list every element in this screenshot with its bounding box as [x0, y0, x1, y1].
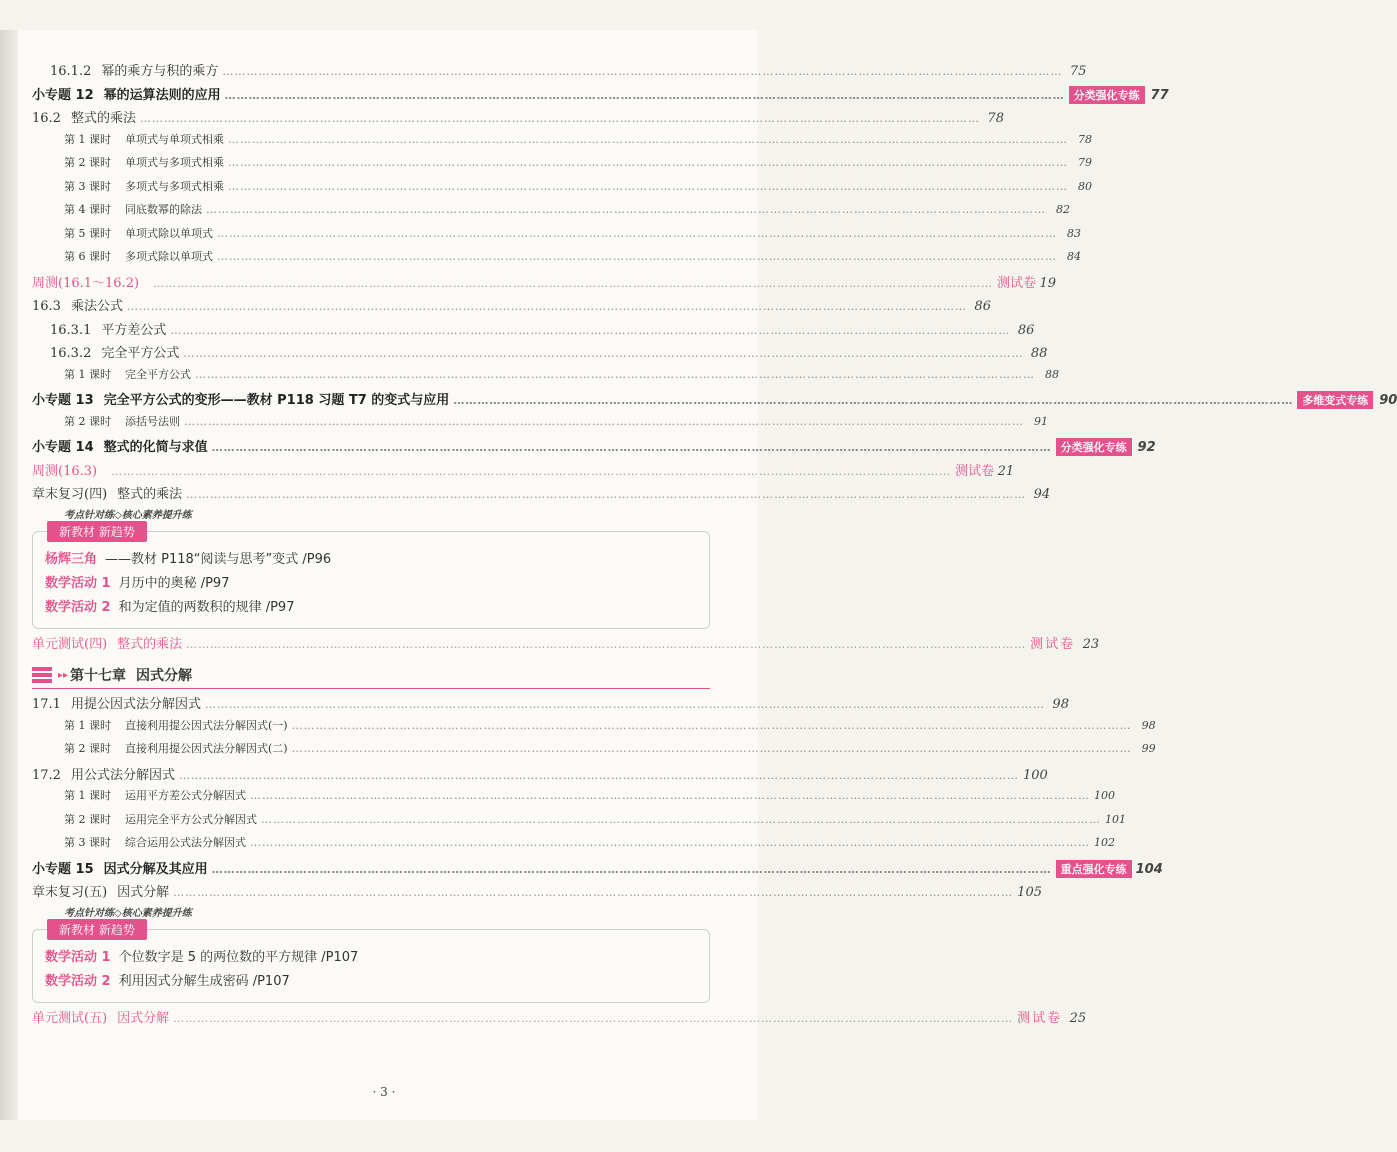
toc-row[interactable]: [32, 460, 1015, 484]
toc-row[interactable]: [32, 201, 1070, 225]
toc-entry-number: 第 3 课时: [64, 836, 111, 849]
leader-dots: [186, 638, 1026, 651]
toc-entry-title: 整式的乘法: [117, 487, 183, 502]
toc-entry-title: 单项式与单项式相乘: [125, 132, 224, 146]
toc-entry-number: 小专题 15: [32, 861, 94, 877]
toc-entry-number: 16.2: [32, 111, 61, 126]
toc-entry-title: 幂的乘方与积的乘方: [101, 64, 219, 79]
toc-entry-title: 单项式除以单项式: [125, 226, 213, 240]
leader-dots: [179, 769, 1019, 782]
unit-test-label: 单元测试(四): [32, 636, 108, 652]
test-paper-label: 测试卷: [1030, 636, 1076, 652]
toc-entry-title: 完全平方公式的变形——教材 P118 习题 T7 的变式与应用: [103, 393, 450, 408]
practice-tag: 分类强化专练: [1056, 438, 1132, 456]
practice-tag: 重点强化专练: [1056, 860, 1132, 878]
leader-dots: [217, 227, 1057, 240]
toc-entry-number: 第 1 课时: [64, 367, 111, 381]
leader-dots: [212, 863, 1052, 876]
test-paper-label: 测试卷: [997, 275, 1037, 291]
toc-entry-number: 小专题 14: [32, 440, 94, 455]
toc-entry-title: 综合运用公式法分解因式: [125, 836, 246, 849]
activity-label: 杨辉三角: [45, 551, 98, 567]
leader-dots: [292, 742, 1132, 755]
unit-test-title: 整式的乘法: [117, 636, 183, 652]
toc-entry-number: 17.1: [32, 697, 61, 712]
toc-entry-title: 单项式与多项式相乘: [125, 156, 224, 169]
chapter-title: 因式分解: [136, 668, 193, 684]
activity-text: 和为定值的两数积的规律 /P97: [118, 599, 295, 615]
page-number: 75: [1069, 64, 1087, 79]
page-number: 86: [974, 299, 991, 314]
toc-row[interactable]: [32, 272, 1057, 296]
new-trend-box: [32, 524, 710, 629]
page-footer-number: · 3 ·: [372, 1085, 396, 1099]
page-number: 100: [1094, 789, 1115, 802]
toc-section-17: [32, 693, 1163, 905]
toc-row[interactable]: [32, 764, 1048, 788]
toc-entry-title: 多项式与多项式相乘: [125, 179, 224, 193]
toc-row[interactable]: [32, 107, 1004, 131]
toc-row[interactable]: [32, 436, 1156, 460]
page-number: 25: [1069, 1010, 1087, 1026]
unit-test-label: 单元测试(五): [32, 1010, 108, 1026]
page-number: 105: [1017, 885, 1042, 900]
toc-row[interactable]: [32, 84, 1169, 108]
activity-item[interactable]: [45, 946, 697, 970]
toc-row[interactable]: [32, 881, 1042, 905]
activity-label: 数学活动 1: [45, 575, 111, 591]
toc-row[interactable]: [32, 60, 1087, 84]
leader-dots: [186, 488, 1026, 501]
toc-entry-number: 第 2 课时: [64, 742, 111, 755]
leader-dots: [140, 112, 980, 125]
activity-item[interactable]: [45, 970, 697, 994]
activity-item[interactable]: [45, 572, 697, 596]
leader-dots: [205, 698, 1045, 711]
toc-row[interactable]: [32, 811, 1126, 835]
toc-entry-title: 完全平方公式: [101, 346, 180, 361]
page-number: 91: [1034, 414, 1048, 428]
page-number: 23: [1082, 636, 1100, 652]
page-number: 80: [1078, 179, 1092, 193]
toc-entry-title: 整式的化简与求值: [103, 440, 208, 455]
toc-entry-number: 16.3.1: [50, 322, 92, 338]
page-number: 78: [987, 111, 1004, 126]
table-of-contents: [32, 60, 1397, 1030]
toc-row[interactable]: [32, 225, 1081, 249]
leader-dots: [225, 89, 1065, 102]
new-trend-items: [45, 946, 697, 994]
leader-dots: [173, 886, 1013, 899]
new-trend-badge: 新教材 新趋势: [47, 521, 147, 542]
page-number: 90: [1379, 393, 1397, 408]
toc-entry-number: 小专题 13: [32, 393, 94, 408]
toc-entry-number: 第 4 课时: [64, 203, 111, 216]
toc-row[interactable]: [32, 389, 1397, 413]
leader-dots: [195, 368, 1035, 381]
leader-dots: [228, 156, 1068, 169]
activity-text: 个位数字是 5 的两位数的平方规律 /P107: [118, 949, 359, 965]
toc-entry-number: 章末复习(四): [32, 487, 108, 502]
double-arrow-icon: ▸▸: [58, 669, 69, 681]
page-number: 88: [1045, 367, 1059, 381]
page-number: 21: [997, 463, 1015, 479]
toc-row[interactable]: [32, 693, 1069, 717]
toc-entry-title: 用公式法分解因式: [70, 767, 175, 783]
page-number: 77: [1150, 87, 1169, 103]
toc-entry-number: 16.3.2: [50, 346, 92, 361]
leader-dots: [111, 465, 951, 478]
practice-tag: 多维变式专练: [1297, 391, 1373, 409]
unit-test-row[interactable]: [32, 1007, 1087, 1031]
leader-dots: [222, 65, 1062, 78]
toc-row[interactable]: [32, 834, 1115, 858]
activity-item[interactable]: [45, 596, 697, 620]
practice-note: 考点针对练◇核心素养提升练: [64, 509, 192, 521]
leader-dots: [212, 441, 1052, 454]
toc-row[interactable]: [32, 154, 1092, 178]
toc-entry-number: 17.2: [32, 767, 61, 783]
toc-entry-title: 同底数幂的除法: [125, 203, 202, 216]
toc-row[interactable]: [32, 248, 1081, 272]
toc-row[interactable]: [32, 178, 1092, 202]
leader-dots: [250, 789, 1090, 802]
toc-entry-number: 第 3 课时: [64, 179, 111, 193]
toc-entry-number: 第 1 课时: [64, 718, 111, 732]
unit-test-title: 因式分解: [117, 1010, 170, 1026]
toc-row[interactable]: [32, 483, 1051, 507]
toc-entry-title: 完全平方公式: [125, 367, 191, 381]
leader-dots: [292, 719, 1132, 732]
toc-entry-number: 第 2 课时: [64, 156, 111, 169]
page-number: 104: [1135, 861, 1163, 877]
toc-row[interactable]: [32, 295, 991, 319]
test-paper-label: 测试卷: [955, 463, 995, 479]
page-number: 94: [1033, 487, 1051, 502]
toc-entry-number: 第 2 课时: [64, 812, 111, 826]
leader-dots: [228, 180, 1068, 193]
toc-entry-title: 添括号法则: [125, 414, 180, 428]
page-number: 19: [1039, 275, 1057, 291]
leader-dots: [217, 250, 1057, 263]
toc-entry-title: 幂的运算法则的应用: [103, 87, 221, 103]
toc-entry-title: 因式分解及其应用: [103, 861, 208, 877]
test-paper-label: 测试卷: [1017, 1010, 1063, 1026]
toc-entry-title: 因式分解: [117, 885, 170, 900]
activity-text: 月历中的奥秘 /P97: [118, 575, 230, 591]
page-number: 88: [1030, 346, 1048, 361]
toc-entry-title: 运用完全平方公式分解因式: [125, 812, 257, 826]
page-number: 86: [1017, 322, 1035, 338]
toc-entry-title: 多项式除以单项式: [125, 250, 213, 263]
activity-label: 数学活动 1: [45, 949, 111, 965]
practice-tag: 分类强化专练: [1069, 86, 1145, 104]
page-number: 98: [1052, 697, 1069, 712]
activity-label: 数学活动 2: [45, 973, 111, 989]
toc-entry-number: 第 1 课时: [64, 132, 111, 146]
practice-note: 考点针对练◇核心素养提升练: [64, 907, 192, 919]
chapter-label: 第十七章: [70, 668, 127, 684]
toc-entry-number: 16.3: [32, 299, 61, 314]
toc-section-16: [32, 60, 1397, 507]
page-number: 98: [1141, 718, 1156, 732]
toc-row[interactable]: [32, 858, 1163, 882]
leader-dots: [206, 203, 1046, 216]
toc-row[interactable]: [32, 787, 1115, 811]
page-number: 92: [1137, 440, 1156, 455]
leader-dots: [184, 415, 1024, 428]
page-number: 102: [1094, 836, 1115, 849]
toc-entry-number: 第 1 课时: [64, 789, 111, 802]
chapter-heading: [32, 662, 710, 689]
toc-row[interactable]: [32, 131, 1092, 155]
toc-entry-title: 用提公因式法分解因式: [70, 697, 201, 712]
leader-dots: [173, 1012, 1013, 1025]
page-number: 100: [1022, 767, 1048, 783]
toc-entry-title: 直接利用提公因式法分解因式(二): [125, 742, 288, 755]
toc-entry-number: 第 2 课时: [64, 414, 111, 428]
activity-text: ——教材 P118“阅读与思考”变式 /P96: [105, 551, 332, 567]
activity-text: 利用因式分解生成密码 /P107: [118, 973, 290, 989]
toc-row[interactable]: [32, 342, 1048, 366]
toc-entry-title: 乘法公式: [70, 299, 123, 314]
page-number: 101: [1105, 812, 1126, 826]
toc-entry-title: 平方差公式: [101, 322, 167, 338]
books-icon: [32, 667, 52, 683]
toc-entry-number: 周测(16.3): [32, 463, 98, 479]
toc-entry-number: 第 5 课时: [64, 226, 111, 240]
toc-entry-title: 运用平方差公式分解因式: [125, 789, 246, 802]
toc-row[interactable]: [32, 740, 1156, 764]
toc-row[interactable]: [32, 319, 1035, 343]
leader-dots: [183, 347, 1023, 360]
page-number: 84: [1067, 250, 1081, 263]
toc-entry-title: 直接利用提公因式法分解因式(一): [125, 718, 288, 732]
activity-item[interactable]: [45, 548, 697, 572]
toc-entry-title: 整式的乘法: [70, 111, 136, 126]
page-number: 82: [1056, 203, 1070, 216]
new-trend-box: [32, 922, 710, 1003]
leader-dots: [170, 324, 1010, 337]
toc-row[interactable]: [32, 366, 1059, 390]
leader-dots: [453, 394, 1293, 407]
toc-entry-number: 章末复习(五): [32, 885, 108, 900]
leader-dots: [228, 133, 1068, 146]
page-number: 83: [1067, 226, 1081, 240]
page-number: 99: [1141, 742, 1156, 755]
activity-label: 数学活动 2: [45, 599, 111, 615]
leader-dots: [261, 813, 1101, 826]
unit-test-row[interactable]: [32, 633, 1100, 657]
toc-entry-number: 小专题 12: [32, 87, 94, 103]
leader-dots: [153, 277, 993, 290]
toc-row[interactable]: [32, 413, 1048, 437]
leader-dots: [127, 300, 967, 313]
toc-entry-number: 16.1.2: [50, 64, 92, 79]
new-trend-items: [45, 548, 697, 620]
leader-dots: [250, 836, 1090, 849]
page-number: 79: [1078, 156, 1092, 169]
toc-entry-number: 第 6 课时: [64, 250, 111, 263]
toc-entry-number: 周测(16.1～16.2): [32, 275, 140, 291]
new-trend-badge: 新教材 新趋势: [47, 919, 147, 940]
toc-row[interactable]: [32, 717, 1156, 741]
page-number: 78: [1078, 132, 1092, 146]
